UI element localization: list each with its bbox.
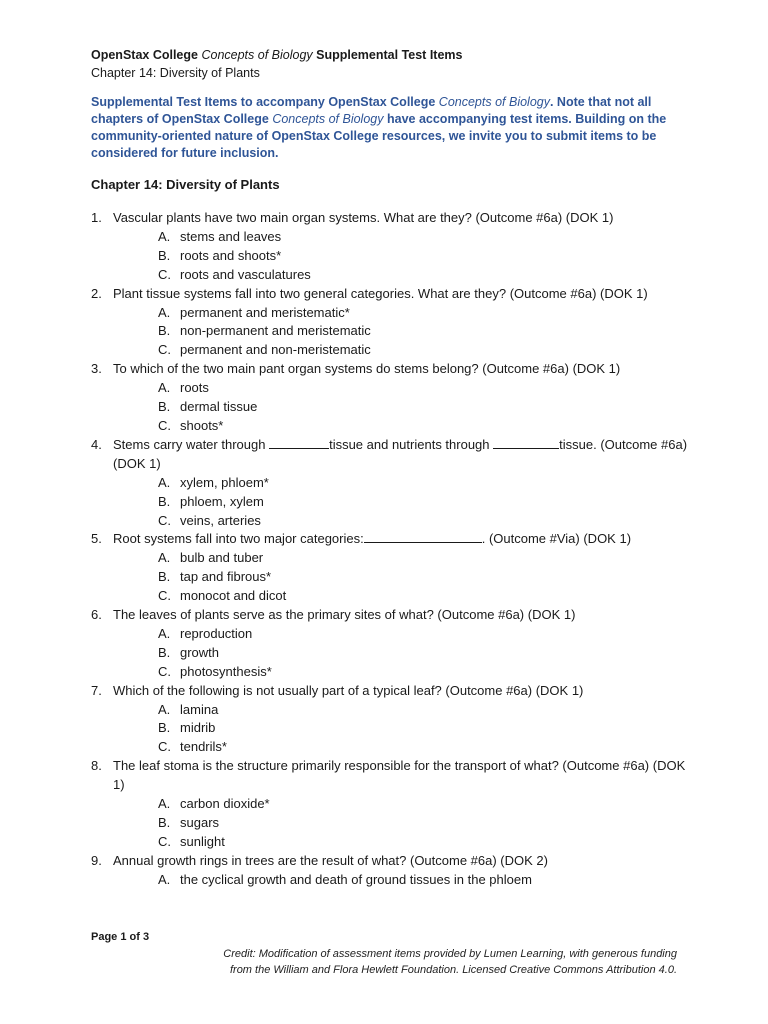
option-text: reproduction bbox=[180, 625, 253, 641]
option-text: roots bbox=[180, 380, 209, 396]
option-letter: A. bbox=[158, 625, 171, 641]
option-letter: A. bbox=[158, 550, 171, 566]
option-text: bulb and tuber bbox=[180, 550, 264, 566]
option-letter: A. bbox=[158, 228, 171, 244]
question-number: 5. bbox=[91, 531, 102, 547]
question-item bbox=[91, 606, 691, 682]
option-letter: A. bbox=[158, 871, 171, 887]
header-doc-title: Supplemental Test Items bbox=[316, 48, 463, 62]
intro-book-2: Concepts of Biology bbox=[272, 112, 384, 126]
question-text-part: Stems carry water through bbox=[113, 436, 266, 452]
answer-option bbox=[158, 795, 691, 814]
answer-option bbox=[158, 814, 691, 833]
option-letter: C. bbox=[158, 342, 171, 358]
question-number: 8. bbox=[91, 758, 102, 774]
option-text: xylem, phloem* bbox=[180, 474, 269, 490]
answer-option bbox=[158, 474, 691, 493]
answer-option bbox=[158, 568, 691, 587]
answer-options bbox=[113, 304, 691, 361]
answer-options bbox=[113, 795, 691, 852]
answer-option bbox=[158, 719, 691, 738]
option-text: tendrils* bbox=[180, 739, 227, 755]
question-text-part: . (Outcome #Via) (DOK 1) bbox=[481, 531, 632, 547]
intro-text-1: Supplemental Test Items to accompany OpenStax College bbox=[91, 95, 436, 109]
question-text: Vascular plants have two main organ systems. What are they? (Outcome #6a) (DOK 1) bbox=[113, 210, 614, 225]
credit-line: from the William and Flora Hewlett Foundation. Licensed Creative Commons Attribution 4.0. bbox=[229, 964, 677, 976]
question-item bbox=[91, 285, 691, 361]
option-letter: B. bbox=[158, 323, 171, 339]
credit-note bbox=[177, 946, 677, 978]
answer-option bbox=[158, 247, 691, 266]
answer-option bbox=[158, 266, 691, 285]
header-org: OpenStax College bbox=[91, 48, 198, 62]
option-text: dermal tissue bbox=[180, 399, 258, 415]
question-item bbox=[91, 436, 691, 531]
answer-option bbox=[158, 701, 691, 720]
option-text: sugars bbox=[180, 815, 220, 830]
answer-option bbox=[158, 398, 691, 417]
answer-options bbox=[113, 625, 691, 682]
answer-options bbox=[113, 549, 691, 606]
answer-option bbox=[158, 304, 691, 323]
option-text: shoots* bbox=[180, 417, 224, 433]
option-letter: C. bbox=[158, 417, 171, 433]
option-text: monocot and dicot bbox=[180, 588, 287, 604]
option-text: non-permanent and meristematic bbox=[180, 323, 371, 339]
option-letter: B. bbox=[158, 247, 171, 263]
question-text-part: tissue and nutrients through bbox=[329, 436, 490, 452]
question-number: 9. bbox=[91, 852, 102, 868]
answer-option bbox=[158, 549, 691, 568]
answer-options bbox=[113, 379, 691, 436]
page-number: Page 1 of 3 bbox=[91, 931, 150, 943]
header-chapter: Chapter 14: Diversity of Plants bbox=[91, 65, 260, 80]
answer-options bbox=[113, 228, 691, 285]
header-book-title: Concepts of Biology bbox=[201, 48, 313, 62]
question-number: 1. bbox=[91, 210, 102, 225]
question-number: 3. bbox=[91, 361, 102, 377]
question-item bbox=[91, 682, 691, 758]
question-text: To which of the two main pant organ systems do stems belong? (Outcome #6a) (DOK 1) bbox=[113, 361, 621, 377]
option-text: roots and vasculatures bbox=[180, 266, 311, 282]
question-number: 2. bbox=[91, 285, 102, 301]
fill-in-blank bbox=[364, 530, 482, 543]
option-letter: A. bbox=[158, 474, 171, 490]
question-text-part: tissue. (Outcome #6a) (DOK 1) bbox=[113, 436, 688, 471]
option-text: photosynthesis* bbox=[180, 663, 272, 679]
header-title-line bbox=[91, 47, 711, 65]
option-text: lamina bbox=[180, 701, 219, 717]
answer-options bbox=[113, 871, 691, 890]
option-letter: A. bbox=[158, 380, 171, 396]
question-number: 4. bbox=[91, 436, 102, 452]
answer-option bbox=[158, 322, 691, 341]
option-letter: C. bbox=[158, 266, 171, 282]
answer-option bbox=[158, 512, 691, 531]
answer-option bbox=[158, 493, 691, 512]
question-text: The leaves of plants serve as the primary sites of what? (Outcome #6a) (DOK 1) bbox=[113, 607, 576, 623]
question-item bbox=[91, 360, 691, 436]
intro-text-2: . Note that not all chapters of OpenStax College bbox=[91, 95, 652, 126]
answer-option bbox=[158, 587, 691, 606]
option-letter: B. bbox=[158, 644, 171, 660]
option-letter: B. bbox=[158, 720, 171, 736]
option-letter: B. bbox=[158, 815, 171, 830]
question-number: 7. bbox=[91, 682, 102, 698]
answer-option bbox=[158, 417, 691, 436]
option-text: carbon dioxide* bbox=[180, 796, 270, 812]
fill-in-blank bbox=[269, 436, 329, 449]
answer-option bbox=[158, 341, 691, 360]
question-list bbox=[91, 209, 691, 890]
option-letter: C. bbox=[158, 588, 171, 604]
option-letter: A. bbox=[158, 796, 171, 812]
question-item bbox=[91, 757, 691, 852]
option-text: permanent and meristematic* bbox=[180, 304, 350, 320]
answer-option bbox=[158, 644, 691, 663]
intro-paragraph bbox=[91, 94, 691, 162]
option-letter: B. bbox=[158, 399, 171, 415]
question-text: The leaf stoma is the structure primarily responsible for the transport of what? (Outcome #6a) (DOK 1) bbox=[113, 758, 686, 793]
question-text-part: Root systems fall into two major categories: bbox=[113, 531, 364, 547]
intro-book-1: Concepts of Biology bbox=[438, 95, 550, 109]
answer-option bbox=[158, 625, 691, 644]
option-letter: C. bbox=[158, 833, 171, 849]
intro-text-3: have accompanying test items. Building on the community-oriented nature of OpenStax College resources, we invite you to submit items to be considered for future inclusion. bbox=[91, 112, 667, 160]
credit-line: Credit: Modification of assessment items provided by Lumen Learning, with generous funding bbox=[223, 948, 677, 960]
option-text: growth bbox=[180, 644, 220, 660]
option-letter: B. bbox=[158, 493, 171, 509]
question-item bbox=[91, 852, 691, 890]
option-text: stems and leaves bbox=[180, 228, 282, 244]
option-text: midrib bbox=[180, 720, 216, 736]
question-text: Plant tissue systems fall into two general categories. What are they? (Outcome #6a) (DOK 1) bbox=[113, 285, 648, 301]
answer-option bbox=[158, 379, 691, 398]
option-text: tap and fibrous* bbox=[180, 569, 272, 585]
question-item bbox=[91, 209, 691, 285]
option-text: veins, arteries bbox=[180, 512, 261, 528]
option-text: roots and shoots* bbox=[180, 247, 282, 263]
answer-options bbox=[113, 701, 691, 758]
question-number: 6. bbox=[91, 607, 102, 623]
question-text: Annual growth rings in trees are the result of what? (Outcome #6a) (DOK 2) bbox=[113, 852, 548, 868]
option-letter: C. bbox=[158, 739, 171, 755]
answer-option bbox=[158, 871, 691, 890]
fill-in-blank bbox=[493, 436, 559, 449]
answer-options bbox=[113, 474, 691, 531]
option-letter: A. bbox=[158, 304, 171, 320]
question-item bbox=[91, 530, 691, 606]
document-header bbox=[91, 47, 711, 82]
answer-option bbox=[158, 833, 691, 852]
answer-option bbox=[158, 738, 691, 757]
option-text: phloem, xylem bbox=[180, 493, 264, 509]
option-text: sunlight bbox=[180, 833, 225, 849]
option-text: the cyclical growth and death of ground tissues in the phloem bbox=[180, 871, 532, 887]
option-letter: A. bbox=[158, 701, 171, 717]
option-letter: B. bbox=[158, 569, 171, 585]
chapter-heading: Chapter 14: Diversity of Plants bbox=[91, 177, 280, 192]
option-letter: C. bbox=[158, 512, 171, 528]
option-text: permanent and non-meristematic bbox=[180, 342, 371, 358]
question-text: Which of the following is not usually part of a typical leaf? (Outcome #6a) (DOK 1) bbox=[113, 682, 584, 698]
answer-option bbox=[158, 228, 691, 247]
option-letter: C. bbox=[158, 663, 171, 679]
answer-option bbox=[158, 663, 691, 682]
